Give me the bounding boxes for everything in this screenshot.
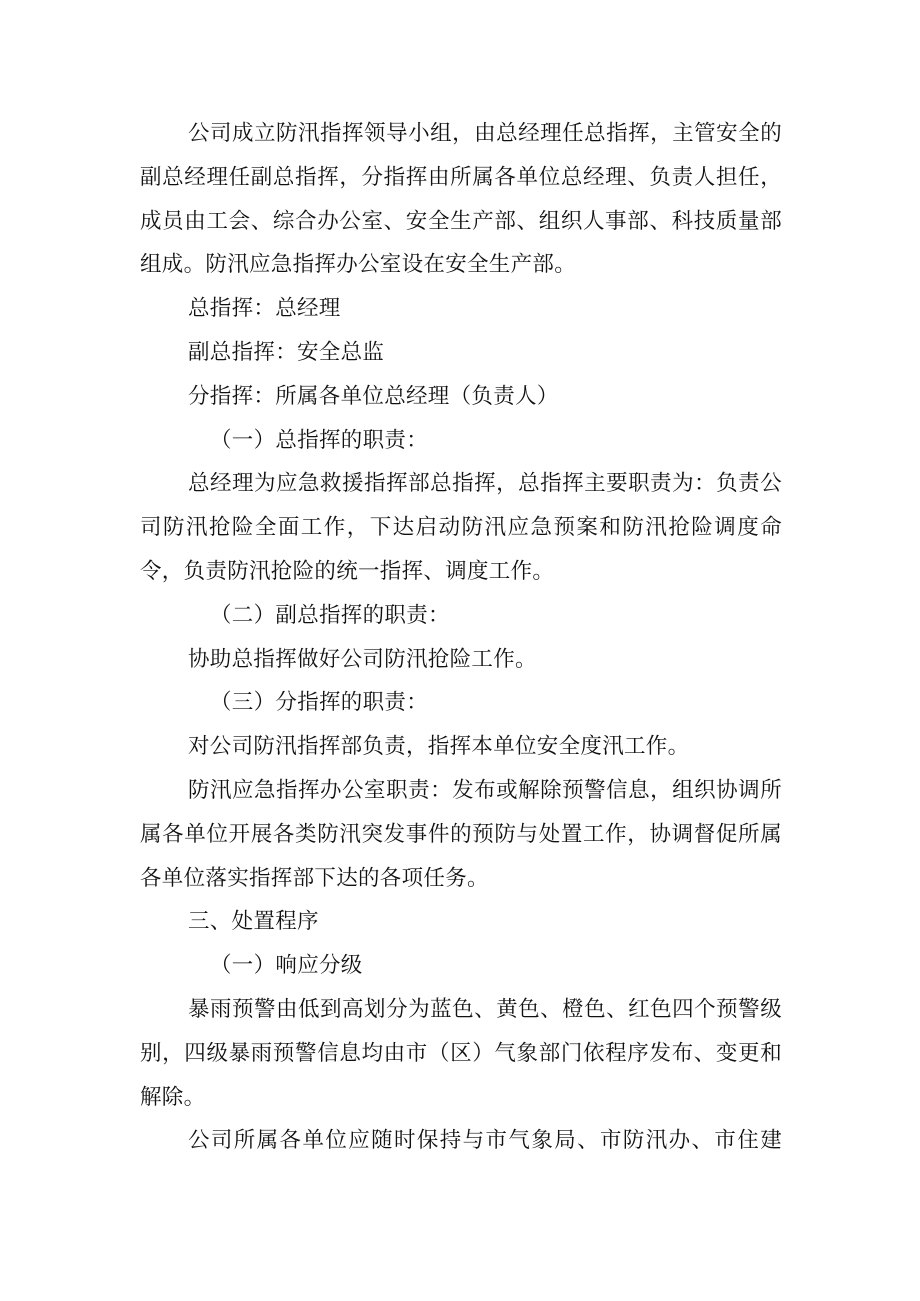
paragraph-sub-commander-duties: 对公司防汛指挥部负责，指挥本单位安全度汛工作。 bbox=[188, 734, 690, 760]
paragraph-rainstorm-warning-levels: 暴雨预警由低到高划分为蓝色、黄色、橙色、红色四个预警级别，四级暴雨预警信息均由市（区）气象部门依程序发布、变更和解除。 bbox=[140, 996, 782, 1110]
paragraph-office-duties: 防汛应急指挥办公室职责：发布或解除预警信息，组织协调所属各单位开展各类防汛突发事件的预防与处置工作，协调督促所属各单位落实指挥部下达的各项任务。 bbox=[140, 777, 782, 891]
heading-deputy-duties: （二）副总指挥的职责： bbox=[210, 602, 450, 628]
heading-disposal-procedure: 三、处置程序 bbox=[188, 909, 319, 935]
paragraph-deputy-duties: 协助总指挥做好公司防汛抢险工作。 bbox=[188, 646, 537, 672]
paragraph-commander: 总指挥：总经理 bbox=[188, 296, 341, 322]
paragraph-sub-commander: 分指挥：所属各单位总经理（负责人） bbox=[188, 383, 559, 409]
paragraph-units-contact: 公司所属各单位应随时保持与市气象局、市防汛办、市住建 bbox=[188, 1128, 782, 1154]
heading-sub-commander-duties: （三）分指挥的职责： bbox=[210, 690, 429, 716]
paragraph-flood-command-group: 公司成立防汛指挥领导小组，由总经理任总指挥，主管安全的副总经理任副总指挥，分指挥由所属各单位总经理、负责人担任，成员由工会、综合办公室、安全生产部、组织人事部、科技质量部组成。防汛应急指挥办公室设在安全生产部。 bbox=[140, 121, 782, 278]
paragraph-commander-duties: 总经理为应急救援指挥部总指挥，总指挥主要职责为：负责公司防汛抢险全面工作，下达启动防汛应急预案和防汛抢险调度命令，负责防汛抢险的统一指挥、调度工作。 bbox=[140, 471, 782, 584]
paragraph-deputy-commander: 副总指挥：安全总监 bbox=[188, 339, 385, 365]
heading-response-levels: （一）响应分级 bbox=[210, 953, 363, 979]
heading-commander-duties: （一）总指挥的职责： bbox=[210, 427, 429, 453]
document-body bbox=[140, 112, 782, 1163]
